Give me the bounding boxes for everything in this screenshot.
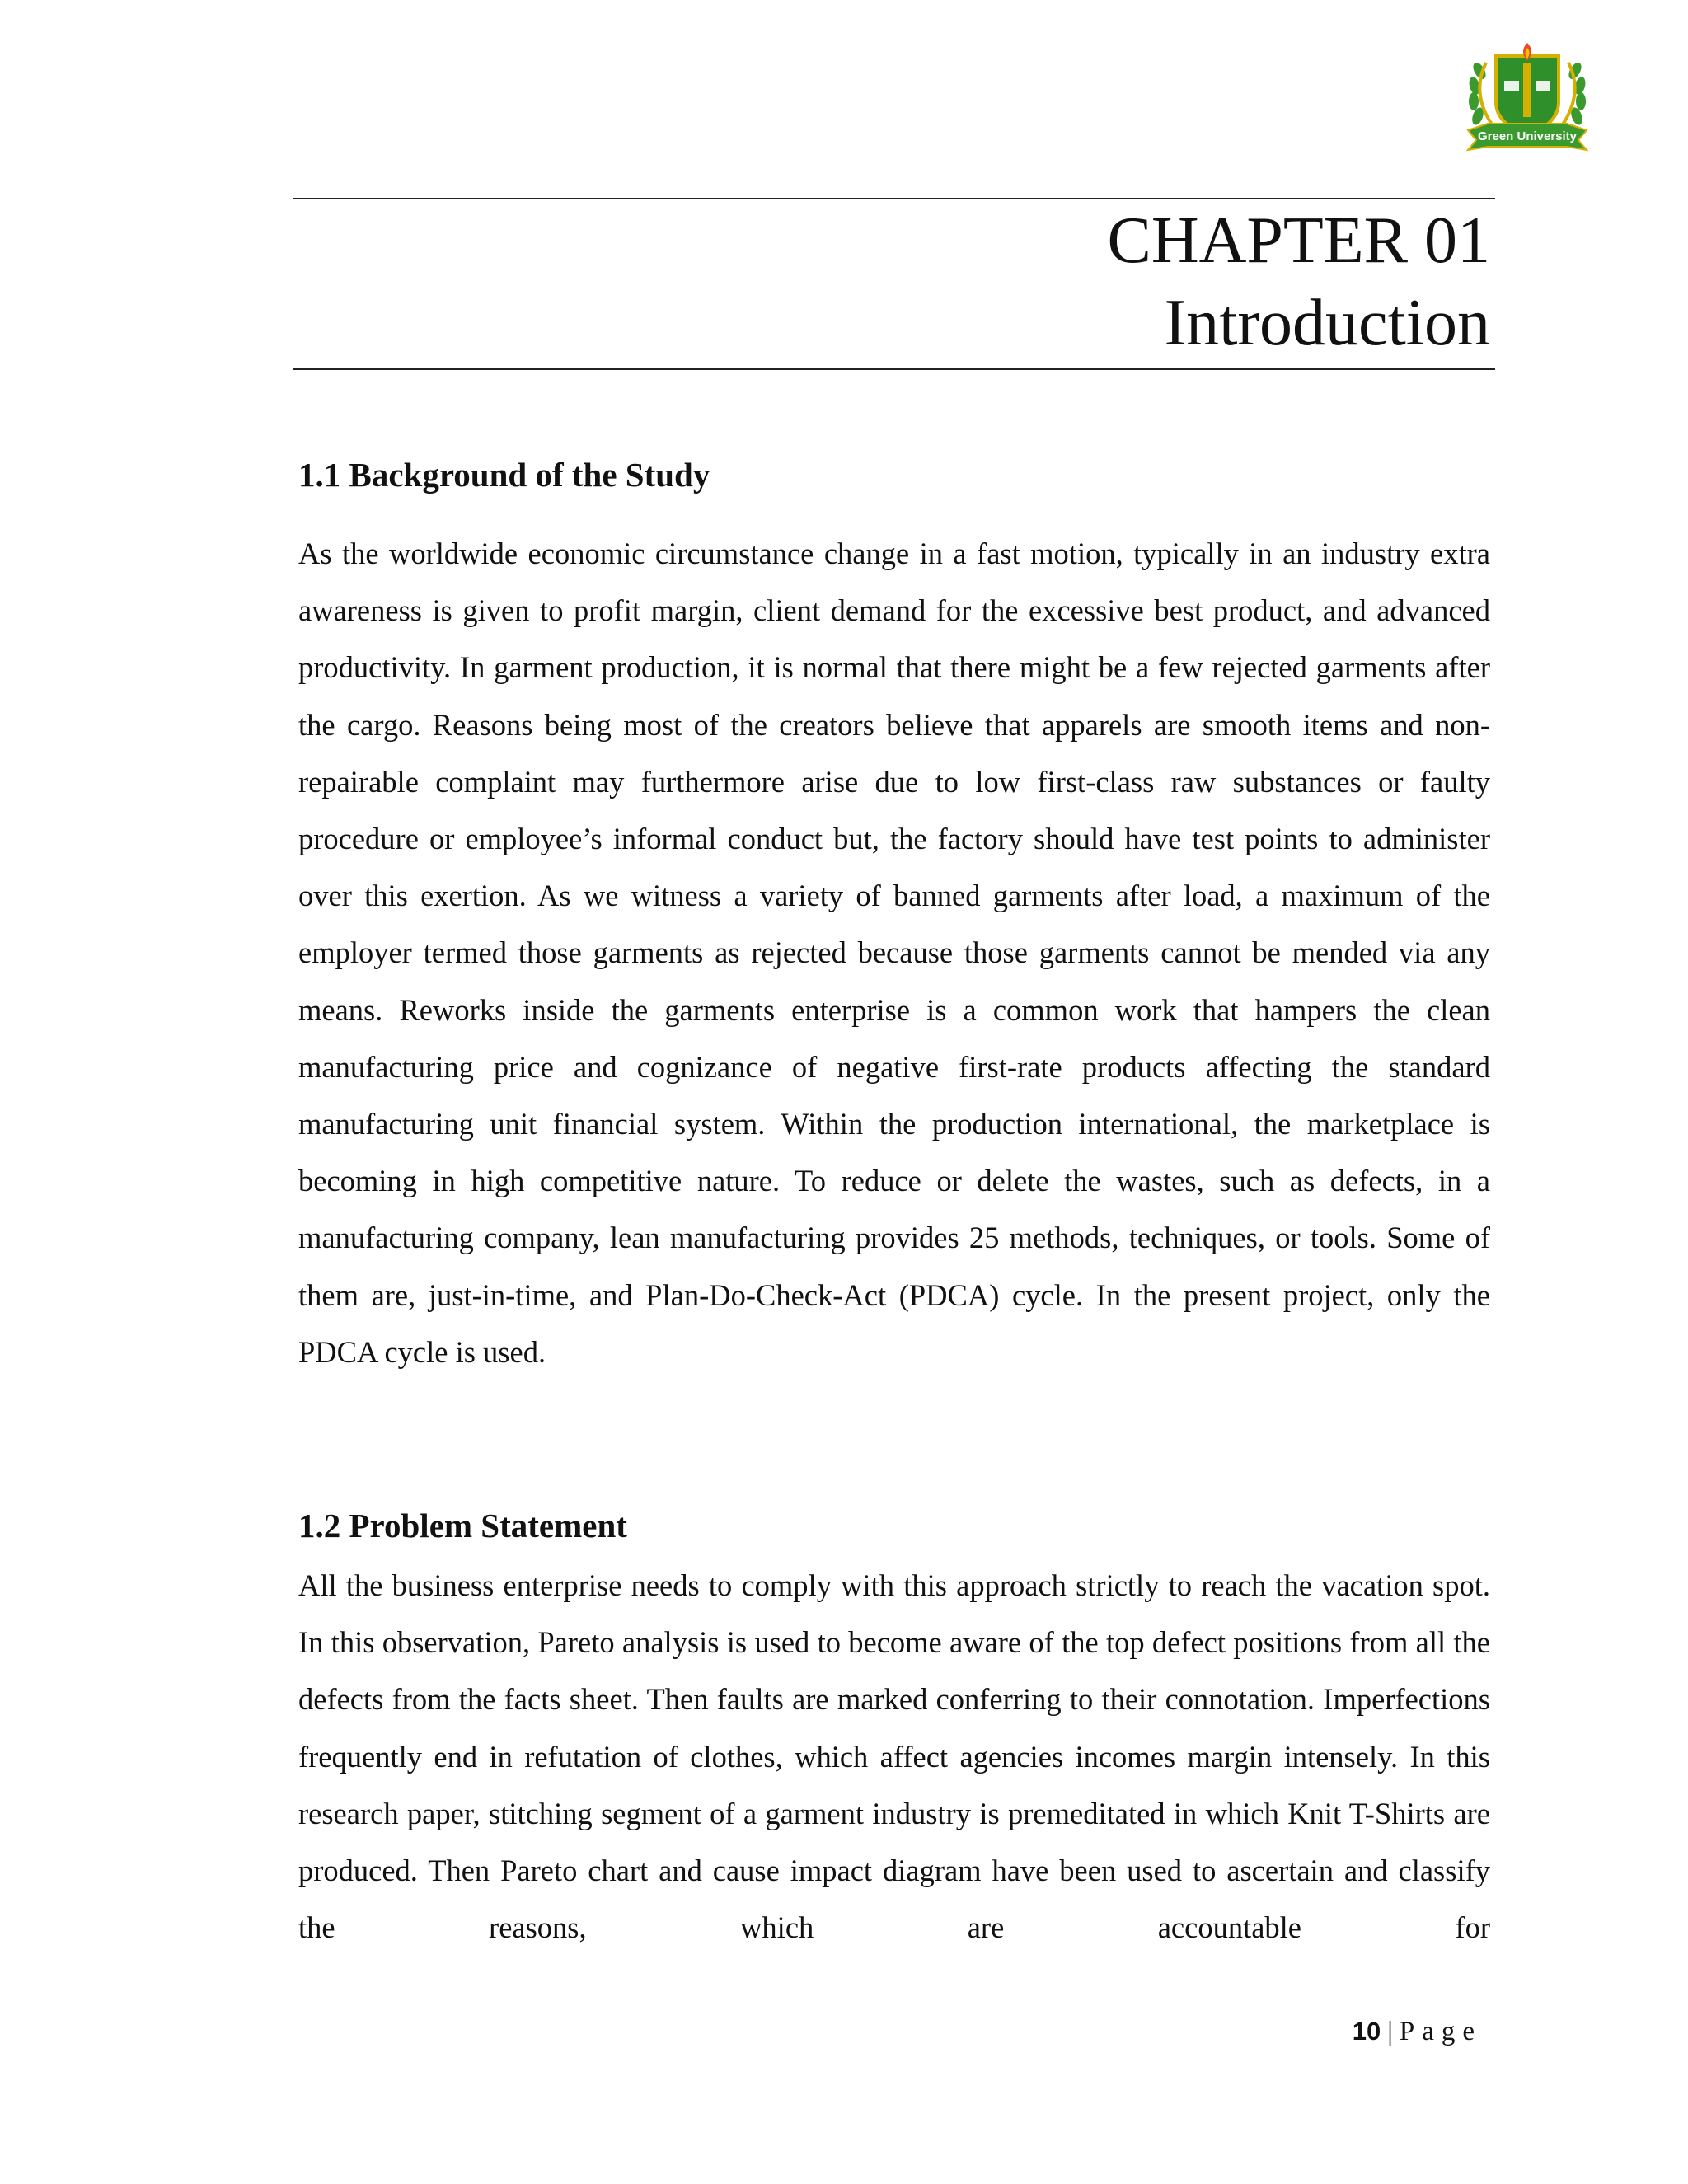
chapter-number: CHAPTER 01 bbox=[1107, 204, 1490, 277]
page-footer bbox=[1353, 2018, 1482, 2046]
section-body-problem-statement: All the business enterprise needs to comply with this approach strictly to reach the vacation spot. In this observation, Pareto analysis is used to become aware of the top defect positions from all the defects from the facts sheet. Then faults are marked conferring to their connotation. Imperfections frequently end in refutation of clothes, which affect agencies incomes margin intensely. In this research paper, stitching segment of a garment industry is premeditated in which Knit T-Shirts are produced. Then Pareto chart and cause impact diagram have been used to ascertain and classify the reasons, which are accountable for bbox=[298, 1568, 1490, 1945]
section-body-background: As the worldwide economic circumstance change in a fast motion, typically in an industry extra awareness is given to profit margin, client demand for the excessive best product, and advanced productivity. In garment production, it is normal that there might be a few rejected garments after the cargo. Reasons being most of the creators believe that apparels are smooth items and non-repairable complaint may furthermore arise due to low first-class raw substances or faulty procedure or employee’s informal conduct but, the factory should have test points to administer over this exertion. As we witness a variety of banned garments after load, a maximum of the employer termed those garments as rejected because those garments cannot be mended via any means. Reworks inside the garments enterprise is a common work that hampers the clean manufacturing price and cognizance of negative first-rate products affecting the standard manufacturing unit financial system. Within the production international, the marketplace is becoming in high competitive nature. To reduce or delete the wastes, such as defects, in a manufacturing company, lean manufacturing provides 25 methods, techniques, or tools. Some of them are, just-in-time, and Plan-Do-Check-Act (PDCA) cycle. In the present project, only the PDCA cycle is used. bbox=[298, 537, 1490, 1369]
chapter-top-rule bbox=[293, 198, 1495, 199]
section-heading-problem-statement: 1.2 Problem Statement bbox=[298, 1507, 627, 1544]
svg-text:Green University: Green University bbox=[1477, 129, 1578, 143]
chapter-title: Introduction bbox=[1164, 287, 1490, 359]
section-heading-background: 1.1 Background of the Study bbox=[298, 456, 710, 494]
page-separator: | bbox=[1387, 2017, 1393, 2046]
chapter-bottom-rule bbox=[293, 368, 1495, 370]
university-logo bbox=[1463, 38, 1592, 162]
page-number: 10 bbox=[1352, 2017, 1381, 2046]
logo-ribbon-text bbox=[1463, 38, 1592, 162]
page-label: Page bbox=[1399, 2017, 1482, 2046]
